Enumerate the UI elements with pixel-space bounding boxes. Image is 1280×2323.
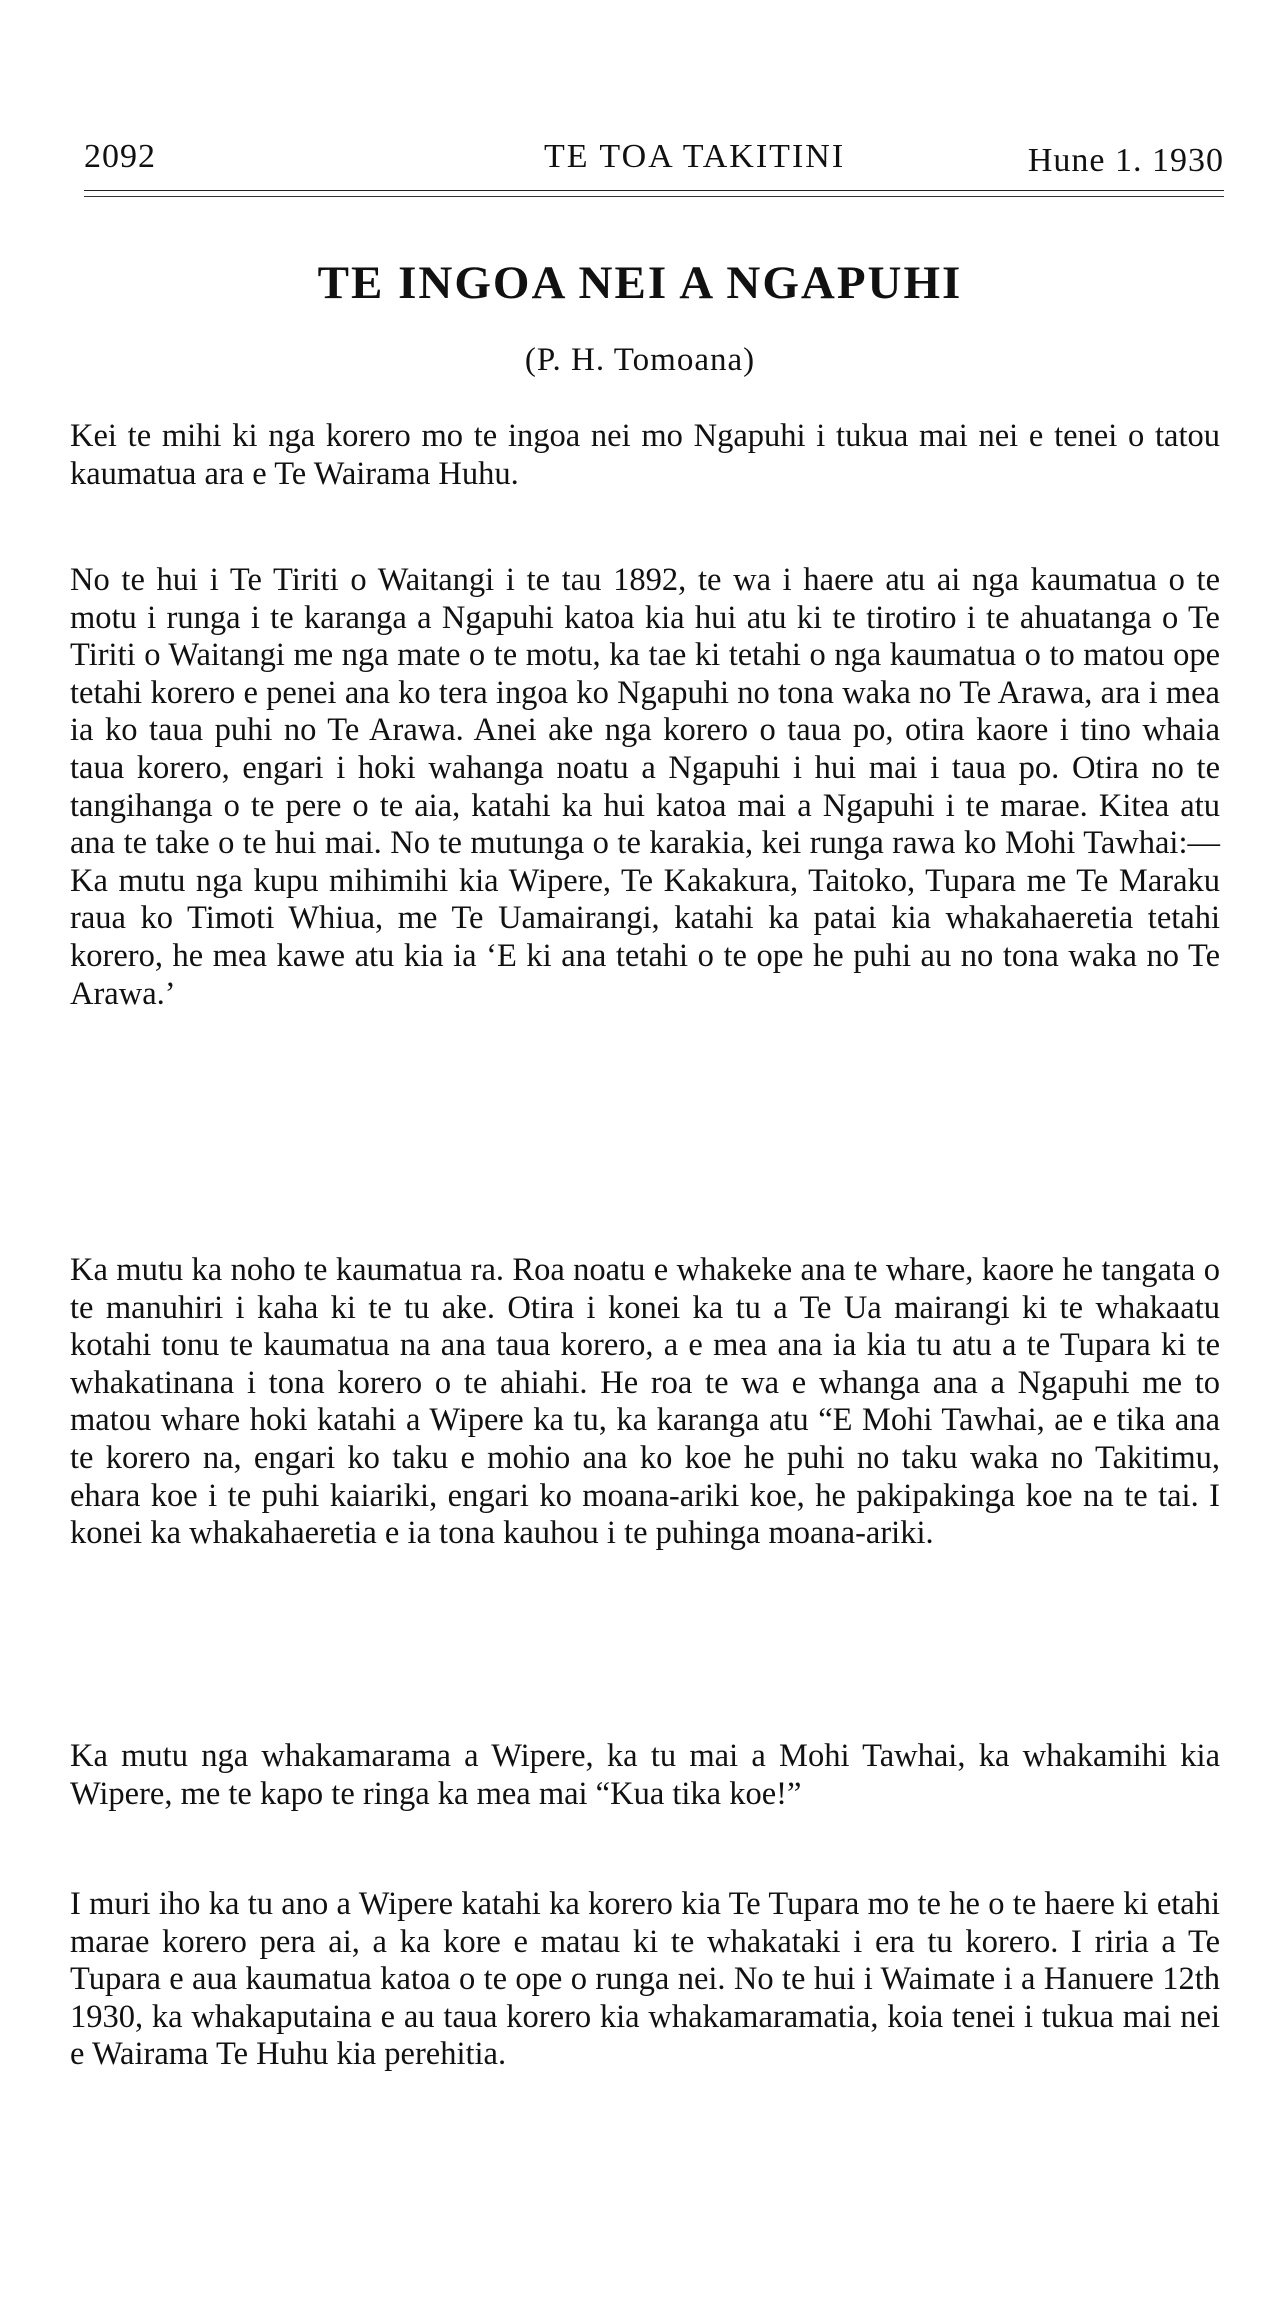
article-paragraph: Kei te mihi ki nga korero mo te ingoa nei mo Ngapuhi i tukua mai nei e tenei o tatou kaumatua ara e Te Wairama Huhu.: [70, 418, 1220, 492]
article-paragraph-1-block: [70, 418, 1220, 493]
article-paragraph: Ka mutu nga whakamarama a Wipere, ka tu mai a Mohi Tawhai, ka whakamihi kia Wipere, me te kapo te ringa ka mea mai “Kua tika koe!”: [70, 1738, 1220, 1812]
article-byline: (P. H. Tomoana): [524, 342, 756, 378]
article-title: TE INGOA NEI A NGAPUHI: [317, 257, 963, 309]
article-paragraph-5-block: [70, 1886, 1220, 2074]
issue-date: Hune 1. 1930: [1027, 142, 1224, 179]
header-rule: [84, 190, 1224, 191]
article-paragraph: No te hui i Te Tiriti o Waitangi i te tau 1892, te wa i haere atu ai nga kaumatua o te motu i runga i te karanga a Ngapuhi katoa kia hui atu ki te tirotiro i te ahuatanga o Te Tiriti o Waitangi me nga mate o te motu, ka tae ki tetahi o nga kaumatua o to matou ope tetahi korero e penei ana ko tera ingoa ko Ngapuhi no tona waka no Te Arawa, ara i mea ia ko taua puhi no Te Arawa. Anei ake nga korero o taua po, otira kaore i tino whaia taua korero, engari i hoki wahanga noatu a Ngapuhi i hui mai i taua po. Otira no te tangihanga o te pere o te aia, katahi ka hui katoa mai a Ngapuhi i te marae. Kitea atu ana te take o te hui mai. No te mutunga o te karakia, kei runga rawa ko Mohi Tawhai:— Ka mutu nga kupu mihimihi kia Wipere, Te Kakakura, Taitoko, Tupara me Te Maraku raua ko Timoti Whiua, me Te Uamairangi, katahi ka patai kia whakahaeretia tetahi korero, he mea kawe atu kia ia ‘E ki ana tetahi o te ope he puhi au no tona waka no Te Arawa.’: [70, 562, 1220, 1012]
article-paragraph: I muri iho ka tu ano a Wipere katahi ka korero kia Te Tupara mo te he o te haere ki etahi marae korero pera ai, a ka kore e matau ki te whakataki i era tu korero. I riria a Te Tupara e aua kaumatua katoa o te ope o runga nei. No te hui i Waimate i a Hanuere 12th 1930, ka whakaputaina e au taua korero kia whakamaramatia, koia tenei i tukua mai nei e Wairama Te Huhu kia perehitia.: [70, 1886, 1220, 2073]
header-rule-secondary: [84, 196, 1224, 197]
article-paragraph-2-block: [70, 562, 1220, 1013]
article-paragraph: Ka mutu ka noho te kaumatua ra. Roa noatu e whakeke ana te whare, kaore he tangata o te manuhiri i kaha ki te tu ake. Otira i konei ka tu a Te Ua mairangi ki te whakaatu kotahi tonu te kaumatua na ana taua korero, a e mea ana ia kia tu atu a te Tupara ki te whakatinana i tona korero o te ahiahi. He roa te wa e whanga ana a Ngapuhi me to matou whare hoki katahi a Wipere ka tu, ka karanga atu “E Mohi Tawhai, ae e tika ana te korero na, engari ko taku e mohio ana ko koe he puhi no taku waka no Takitimu, ehara koe i te puhi kaiariki, engari ko moana-ariki koe, he pakipakinga koe na te tai. I konei ka whakahaeretia e ia tona kauhou i te puhinga moana-ariki.: [70, 1252, 1220, 1552]
publication-name: TE TOA TAKITINI: [544, 138, 846, 175]
running-head: [84, 138, 1224, 188]
page-number: 2092: [84, 138, 156, 175]
article-paragraph-3-block: [70, 1252, 1220, 1553]
article-paragraph-4-block: [70, 1738, 1220, 1813]
